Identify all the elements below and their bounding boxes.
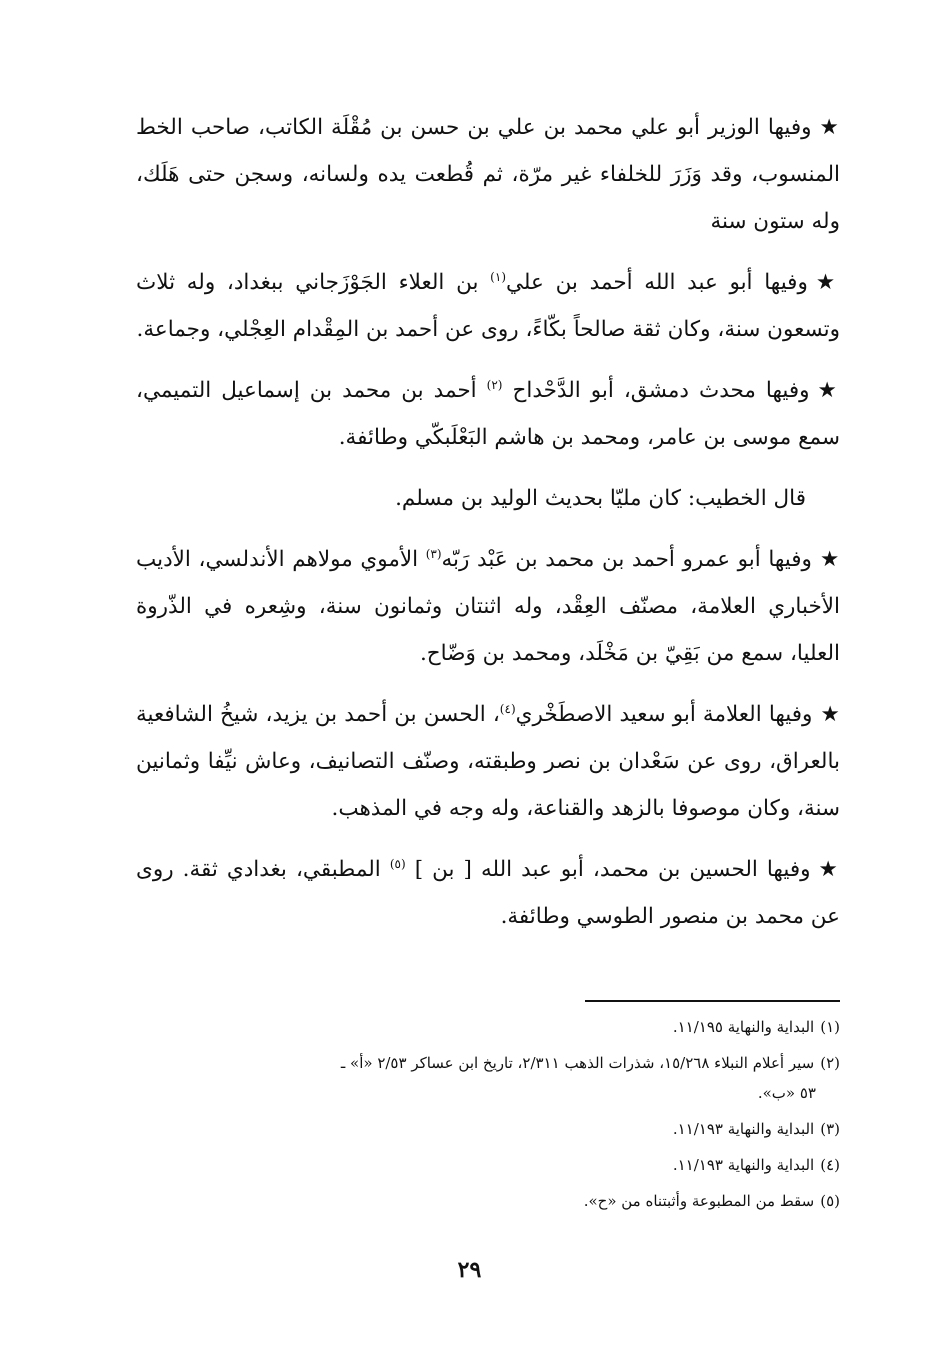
footnote-ref-1: (١) xyxy=(490,269,506,284)
paragraph-1 xyxy=(136,104,840,245)
paragraph-text-cont: أحمد بن محمد بن إسماعيل التميمي، سمع موسى بن عامر، ومحمد بن هاشم البَعْلَبكّي وطائفة. xyxy=(136,378,840,450)
paragraph-7 xyxy=(136,846,840,940)
paragraph-text: وفيها أبو عبد الله أحمد بن علي xyxy=(506,270,808,295)
footnote-1 xyxy=(140,1013,840,1041)
star-icon: ★ xyxy=(817,378,840,403)
paragraph-text: وفيها أبو عمرو أحمد بن محمد بن عَبْد رَبّه xyxy=(441,547,812,572)
paragraph-2 xyxy=(136,259,840,353)
footnote-text: البداية والنهاية ١١/١٩٥. xyxy=(672,1018,815,1036)
footnote-text: سقط من المطبوعة وأثبتناه من «ح». xyxy=(583,1192,815,1210)
footnote-number: (٤) xyxy=(820,1156,840,1174)
footnote-number: (٥) xyxy=(820,1192,840,1210)
footnote-divider xyxy=(585,1000,840,1002)
star-icon: ★ xyxy=(818,857,840,882)
footnote-text: البداية والنهاية ١١/١٩٣. xyxy=(672,1120,815,1138)
paragraph-text-cont: الأموي مولاهم الأندلسي، الأديب الأخباري العلامة، مصنّف العِقْد، وله اثنتان وثمانون سنة، وشِعره في الذّروة العليا، سمع من بَقِيّ بن مَخْلَد، ومحمد بن وَضّاح. xyxy=(136,547,840,666)
page-number: ٢٩ xyxy=(457,1257,482,1283)
star-icon: ★ xyxy=(819,115,840,140)
footnote-number: (٢) xyxy=(820,1054,840,1072)
footnote-text: سير أعلام النبلاء ١٥/٢٦٨، شذرات الذهب ٢/٣١١، تاريخ ابن عساكر ٢/٥٣ «أ» ـ xyxy=(340,1054,815,1072)
footnotes xyxy=(140,1013,840,1223)
paragraph-6 xyxy=(136,691,840,832)
star-icon: ★ xyxy=(819,547,840,572)
footnote-ref-2: (٢) xyxy=(486,377,503,392)
footnote-5 xyxy=(140,1187,840,1215)
footnote-ref-4: (٤) xyxy=(499,701,516,716)
paragraph-text-cont: المطبقي، بغدادي ثقة. روى عن محمد بن منصور الطوسي وطائفة. xyxy=(136,857,840,929)
paragraph-text: وفيها الحسين بن محمد، أبو عبد الله [ بن ] xyxy=(414,857,811,882)
paragraph-4 xyxy=(136,475,840,522)
footnote-3 xyxy=(140,1115,840,1143)
footnote-2-continuation: ٥٣ «ب». xyxy=(757,1084,816,1102)
footnote-ref-5: (٥) xyxy=(389,856,406,871)
paragraph-text: وفيها محدث دمشق، أبو الدَّحْداح xyxy=(512,378,810,403)
paragraph-text-cont: بن العلاء الجَوْزَجاني ببغداد، وله ثلاث وتسعون سنة، وكان ثقة صالحاً بكّاءً، روى عن أحمد بن المِقْدام العِجْلي، وجماعة. xyxy=(136,270,840,342)
paragraph-text: وفيها العلامة أبو سعيد الاصطَخْري xyxy=(515,702,813,727)
paragraph-5 xyxy=(136,536,840,677)
paragraph-text: قال الخطيب: كان مليّا بحديث الوليد بن مسلم. xyxy=(395,486,806,511)
paragraph-text: وفيها الوزير أبو علي محمد بن علي بن حسن بن مُقْلَة الكاتب، صاحب الخط المنسوب، وقد وَزَرَ للخلفاء غير مرّة، ثم قُطعت يده ولسانه، وسجن حتى هَلَك، وله ستون سنة xyxy=(136,115,840,234)
footnote-2 xyxy=(140,1049,840,1077)
star-icon: ★ xyxy=(820,702,841,727)
star-icon: ★ xyxy=(815,270,841,295)
main-text xyxy=(136,104,840,954)
footnote-number: (١) xyxy=(820,1018,840,1036)
footnote-4 xyxy=(140,1151,840,1179)
footnote-number: (٣) xyxy=(820,1120,840,1138)
paragraph-text-cont: ، الحسن بن أحمد بن يزيد، شيخُ الشافعية بالعراق، روى عن سَعْدان بن نصر وطبقته، وصنّف التصانيف، وعاش نيِّفا وثمانين سنة، وكان موصوفا بالزهد والقناعة، وله وجه في المذهب. xyxy=(136,702,840,821)
paragraph-3 xyxy=(136,367,840,461)
footnote-ref-3: (٣) xyxy=(425,546,442,561)
footnote-text: البداية والنهاية ١١/١٩٣. xyxy=(672,1156,815,1174)
